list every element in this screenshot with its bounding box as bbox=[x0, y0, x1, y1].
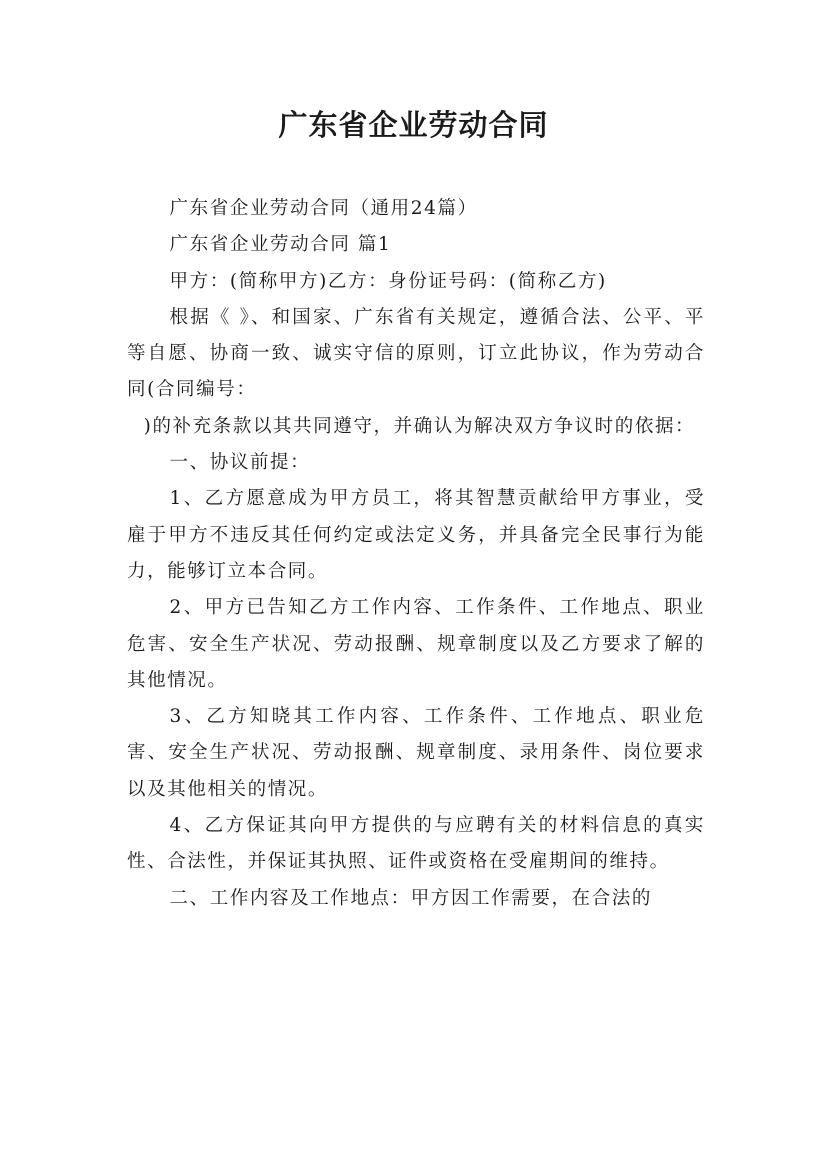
paragraph-clause-1-item-2: 2、甲方已告知乙方工作内容、工作条件、工作地点、职业危害、安全生产状况、劳动报酬、规章制度以及乙方要求了解的其他情况。 bbox=[127, 597, 705, 691]
paragraph-clause-1-heading: 一、协议前提： bbox=[169, 452, 311, 474]
paragraph-basis-continued: )的补充条款以其共同遵守，并确认为解决双方争议时的依据： bbox=[143, 415, 696, 437]
paragraph-section-heading: 广东省企业劳动合同 篇1 bbox=[169, 234, 392, 256]
paragraph-subtitle: 广东省企业劳动合同（通用24篇） bbox=[169, 198, 478, 219]
paragraph-clause-1-item-1: 1、乙方愿意成为甲方员工，将其智慧贡献给甲方事业，受雇于甲方不违反其任何约定或法定义务，并具备完全民事行为能力，能够订立本合同。 bbox=[127, 488, 705, 582]
paragraph-basis: 根据《 》、和国家、广东省有关规定，遵循合法、公平、平等自愿、协商一致、诚实守信的原则，订立此协议，作为劳动合同(合同编号： bbox=[127, 306, 705, 401]
paragraph-clause-1-item-3: 3、乙方知晓其工作内容、工作条件、工作地点、职业危害、安全生产状况、劳动报酬、规章制度、录用条件、岗位要求以及其他相关的情况。 bbox=[127, 706, 705, 800]
paragraph-parties: 甲方：(简称甲方)乙方：身份证号码：(简称乙方) bbox=[169, 270, 607, 292]
document-title: 广东省企业劳动合同 bbox=[278, 108, 549, 142]
paragraph-clause-2-heading: 二、工作内容及工作地点：甲方因工作需要，在合法的 bbox=[169, 887, 652, 909]
paragraph-clause-1-item-4: 4、乙方保证其向甲方提供的与应聘有关的材料信息的真实性、合法性，并保证其执照、证件或资格在受雇期间的维持。 bbox=[127, 815, 705, 873]
document-body bbox=[127, 191, 705, 917]
